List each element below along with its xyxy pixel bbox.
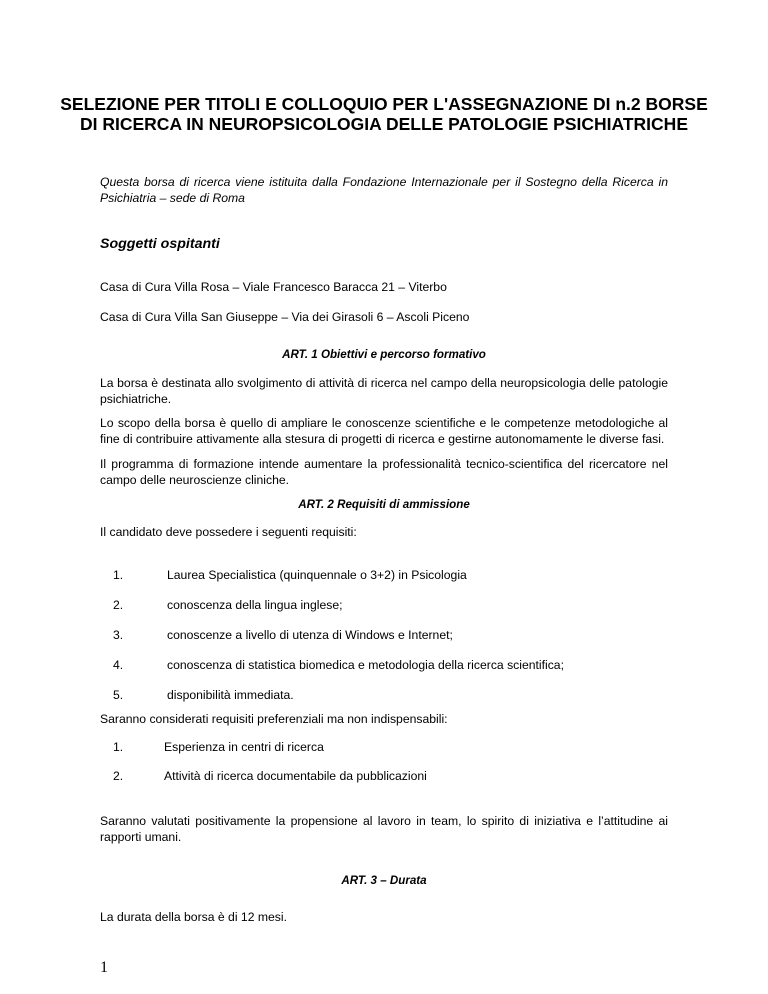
art1-heading: ART. 1 Obiettivi e percorso formativo	[282, 348, 486, 361]
page-number: 1	[100, 959, 108, 976]
list-item	[113, 657, 564, 673]
list-item-text: Laurea Specialistica (quinquennale o 3+2) in Psicologia	[167, 568, 467, 582]
list-item-number: 1.	[113, 740, 124, 754]
art1-paragraph-1: La borsa è destinata allo svolgimento di attività di ricerca nel campo della neuropsicologia delle patologie psichiatriche.	[100, 376, 668, 406]
document-title: SELEZIONE PER TITOLI E COLLOQUIO PER L'ASSEGNAZIONE DI n.2 BORSE DI RICERCA IN NEUROPSICOLOGIA DELLE PATOLOGIE PSICHIATRICHE	[60, 94, 708, 134]
list-item-number: 3.	[113, 628, 124, 642]
list-item-text: conoscenze a livello di utenza di Windows e Internet;	[167, 628, 453, 642]
list-item-text: disponibilità immediata.	[167, 688, 294, 702]
list-item	[113, 627, 453, 643]
list-item-text: conoscenza di statistica biomedica e metodologia della ricerca scientifica;	[167, 658, 564, 672]
host-1: Casa di Cura Villa Rosa – Viale Francesco Baracca 21 – Viterbo	[100, 280, 447, 294]
list-item	[113, 739, 324, 755]
list-item	[113, 687, 294, 703]
list-item	[113, 768, 427, 784]
list-item-text: Attività di ricerca documentabile da pubblicazioni	[164, 769, 427, 783]
list-item-number: 4.	[113, 658, 124, 672]
list-item	[113, 567, 467, 583]
list-item-number: 2.	[113, 598, 124, 612]
art2-lead: Il candidato deve possedere i seguenti requisiti:	[100, 525, 357, 539]
hosts-heading: Soggetti ospitanti	[100, 236, 220, 252]
preferred-lead: Saranno considerati requisiti preferenziali ma non indispensabili:	[100, 712, 448, 726]
art2-closing: Saranno valutati positivamente la propensione al lavoro in team, lo spirito di iniziativa e l’attitudine ai rapporti umani.	[100, 814, 668, 844]
art2-heading: ART. 2 Requisiti di ammissione	[298, 498, 470, 511]
list-item-number: 1.	[113, 568, 124, 582]
list-item-text: Esperienza in centri di ricerca	[164, 740, 324, 754]
art3-text: La durata della borsa è di 12 mesi.	[100, 910, 287, 924]
list-item-number: 2.	[113, 769, 124, 783]
art1-paragraph-3: Il programma di formazione intende aumentare la professionalità tecnico-scientifica del ricercatore nel campo delle neuroscienze cliniche.	[100, 457, 668, 487]
list-item-text: conoscenza della lingua inglese;	[167, 598, 343, 612]
list-item	[113, 597, 343, 613]
art1-paragraph-2: Lo scopo della borsa è quello di ampliare le conoscenze scientifiche e le competenze metodologiche al fine di contribuire attivamente alla stesura di progetti di ricerca e gestirne autonomamente le diverse fasi.	[100, 416, 668, 446]
art3-heading: ART. 3 – Durata	[341, 874, 427, 887]
intro-paragraph: Questa borsa di ricerca viene istituita dalla Fondazione Internazionale per il Sostegno della Ricerca in Psichiatria – sede di Roma	[100, 175, 668, 205]
list-item-number: 5.	[113, 688, 124, 702]
host-2: Casa di Cura Villa San Giuseppe – Via dei Girasoli 6 – Ascoli Piceno	[100, 310, 470, 324]
